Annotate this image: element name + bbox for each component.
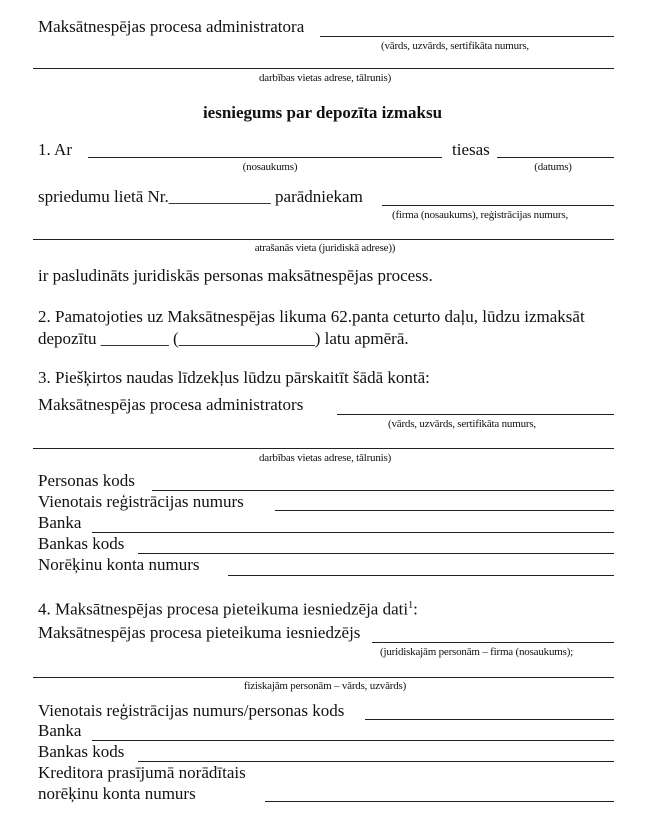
- section3-heading: 3. Piešķirtos naudas līdzekļus lūdzu pārskaitīt šādā kontā:: [38, 368, 430, 387]
- section1-prefix: 1. Ar: [38, 140, 72, 159]
- section4-heading: [38, 596, 418, 620]
- bank-field[interactable]: [92, 532, 614, 533]
- caption: (vārds, uzvārds, sertifikāta numurs,: [388, 418, 536, 430]
- caption: (vārds, uzvārds, sertifikāta numurs,: [381, 40, 529, 52]
- creditor-account-field[interactable]: [265, 801, 614, 802]
- field-label-account-number: Norēķinu konta numurs: [38, 555, 200, 574]
- applicant-label: Maksātnespējas procesa pieteikuma iesniedzējs: [38, 623, 361, 642]
- caption: darbības vietas adrese, tālrunis): [258, 452, 392, 464]
- caption: (datums): [534, 161, 572, 173]
- declared-text: ir pasludināts juridiskās personas maksātnespējas process.: [38, 266, 433, 285]
- bank-code-field-2[interactable]: [138, 761, 614, 762]
- account-number-field[interactable]: [228, 575, 614, 576]
- administrator-label: Maksātnespējas procesa administratora: [38, 17, 305, 36]
- caption: (firma (nosaukums), reģistrācijas numurs,: [392, 209, 569, 221]
- caption: darbības vietas adrese, tālrunis): [258, 72, 392, 84]
- field-label-personal-code: Personas kods: [38, 471, 135, 490]
- field-label-registration-or-personal-code: Vienotais reģistrācijas numurs/personas kods: [38, 701, 345, 720]
- bank-code-field[interactable]: [138, 553, 614, 554]
- caption: (juridiskajām personām – firma (nosaukums);: [380, 646, 574, 658]
- registration-or-personal-code-field[interactable]: [365, 719, 614, 720]
- ruling-text: spriedumu lietā Nr.____________ parādniekam: [38, 187, 363, 206]
- debtor-address-field[interactable]: [33, 239, 614, 240]
- field-label-creditor-account-2: norēķinu konta numurs: [38, 784, 196, 803]
- field-label-bank-code: Bankas kods: [38, 534, 125, 553]
- page-title: iesniegums par depozīta izmaksu: [202, 103, 443, 122]
- caption: (nosaukums): [242, 161, 298, 173]
- footnote-mark: 1: [408, 600, 414, 611]
- court-label: tiesas: [452, 140, 490, 159]
- section2-line2: depozītu ________ (________________) latu apmērā.: [38, 329, 409, 348]
- caption: atrašanās vieta (juridiskā adrese)): [254, 242, 396, 254]
- date-field[interactable]: [497, 157, 614, 158]
- administrator-label-2: Maksātnespējas procesa administrators: [38, 395, 304, 414]
- applicant-field[interactable]: [372, 642, 614, 643]
- registration-number-field[interactable]: [275, 510, 614, 511]
- section2-line1: 2. Pamatojoties uz Maksātnespējas likuma 62.panta ceturto daļu, lūdzu izmaksāt: [38, 307, 585, 326]
- personal-code-field[interactable]: [152, 490, 614, 491]
- section4-heading-text: 4. Maksātnespējas procesa pieteikuma iesniedzēja dati: [38, 599, 409, 619]
- field-label-registration-number: Vienotais reģistrācijas numurs: [38, 492, 244, 511]
- applicant-details-field[interactable]: [33, 677, 614, 678]
- administrator-field[interactable]: [320, 36, 614, 37]
- caption: fiziskajām personām – vārds, uzvārds): [243, 680, 407, 692]
- administrator-address-field[interactable]: [33, 68, 614, 69]
- field-label-bank-2: Banka: [38, 721, 82, 740]
- administrator-address-field-2[interactable]: [33, 448, 614, 449]
- heading-colon: :: [413, 599, 418, 619]
- field-label-bank: Banka: [38, 513, 82, 532]
- bank-field-2[interactable]: [92, 740, 614, 741]
- field-label-bank-code-2: Bankas kods: [38, 742, 125, 761]
- debtor-field[interactable]: [382, 205, 614, 206]
- court-name-field[interactable]: [88, 157, 442, 158]
- administrator-field-2[interactable]: [337, 414, 614, 415]
- field-label-creditor-account-1: Kreditora prasījumā norādītais: [38, 763, 246, 782]
